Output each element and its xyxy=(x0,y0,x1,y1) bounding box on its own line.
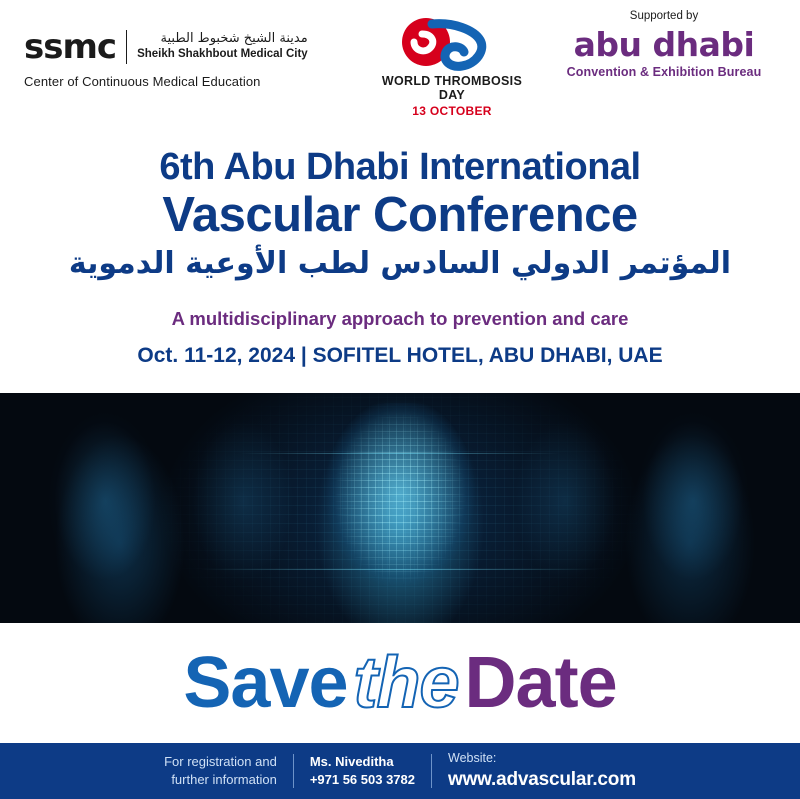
body-silhouette-right-outer xyxy=(628,401,758,621)
contact-info xyxy=(294,753,431,788)
body-silhouette-left-outer xyxy=(40,401,170,621)
save-word: Save xyxy=(183,643,348,723)
save-the-date-text xyxy=(183,643,617,723)
body-silhouette-right-inner xyxy=(500,401,620,621)
registration-info xyxy=(148,753,293,788)
title-block xyxy=(0,118,800,368)
glow-line-top xyxy=(240,453,560,454)
contact-name: Ms. Niveditha xyxy=(309,754,394,770)
wtd-title: WORLD THROMBOSIS DAY xyxy=(381,74,523,102)
website-info xyxy=(432,750,652,793)
ssmc-center-subtitle: Center of Continuous Medical Education xyxy=(24,74,261,89)
footer-bar xyxy=(0,743,800,799)
ssmc-english-name: Sheikh Shakhbout Medical City xyxy=(137,48,308,60)
website-url[interactable]: www.advascular.com xyxy=(448,768,636,790)
vascular-body-image xyxy=(0,393,800,623)
world-thrombosis-day-logo-block xyxy=(368,14,536,118)
body-silhouette-left-inner xyxy=(178,401,298,621)
central-torso-figure xyxy=(305,403,495,623)
glow-line-bottom xyxy=(200,569,600,570)
torso-mesh-overlay xyxy=(305,403,495,623)
registration-line-1: For registration and xyxy=(164,754,277,770)
conference-tagline: A multidisciplinary approach to prevention and care xyxy=(171,307,629,329)
registration-line-2: further information xyxy=(171,771,277,787)
ssmc-logo-block xyxy=(24,14,324,89)
abu-dhabi-ceb-subtitle: Convention & Exhibition Bureau xyxy=(566,65,762,79)
supported-by-label: Supported by xyxy=(629,10,699,22)
logo-bar xyxy=(0,0,800,118)
conference-title-line2: Vascular Conference xyxy=(162,187,638,242)
abu-dhabi-ceb-logo-block xyxy=(554,10,774,79)
abu-dhabi-wordmark: abu dhabi xyxy=(573,25,755,64)
thrombosis-vessel-icon xyxy=(368,14,536,72)
conference-title-arabic: المؤتمر الدولي السادس لطب الأوعية الدموية xyxy=(68,246,732,282)
contact-phone[interactable]: +971 56 503 3782 xyxy=(309,771,415,787)
conference-date-venue: Oct. 11-12, 2024 | SOFITEL HOTEL, ABU DHABI, UAE xyxy=(137,343,663,367)
date-word: Date xyxy=(464,643,617,723)
ssmc-wordmark: ssmc xyxy=(24,27,117,67)
wtd-date: 13 OCTOBER xyxy=(412,104,492,118)
the-word: the xyxy=(353,643,459,723)
ssmc-divider xyxy=(126,30,127,64)
save-the-date-banner xyxy=(0,623,800,743)
footer-content xyxy=(148,750,652,793)
conference-title-line1: 6th Abu Dhabi International xyxy=(159,146,641,188)
ssmc-arabic-name: مدينة الشيخ شخبوط الطبية xyxy=(160,31,308,46)
website-label: Website: xyxy=(448,750,497,765)
